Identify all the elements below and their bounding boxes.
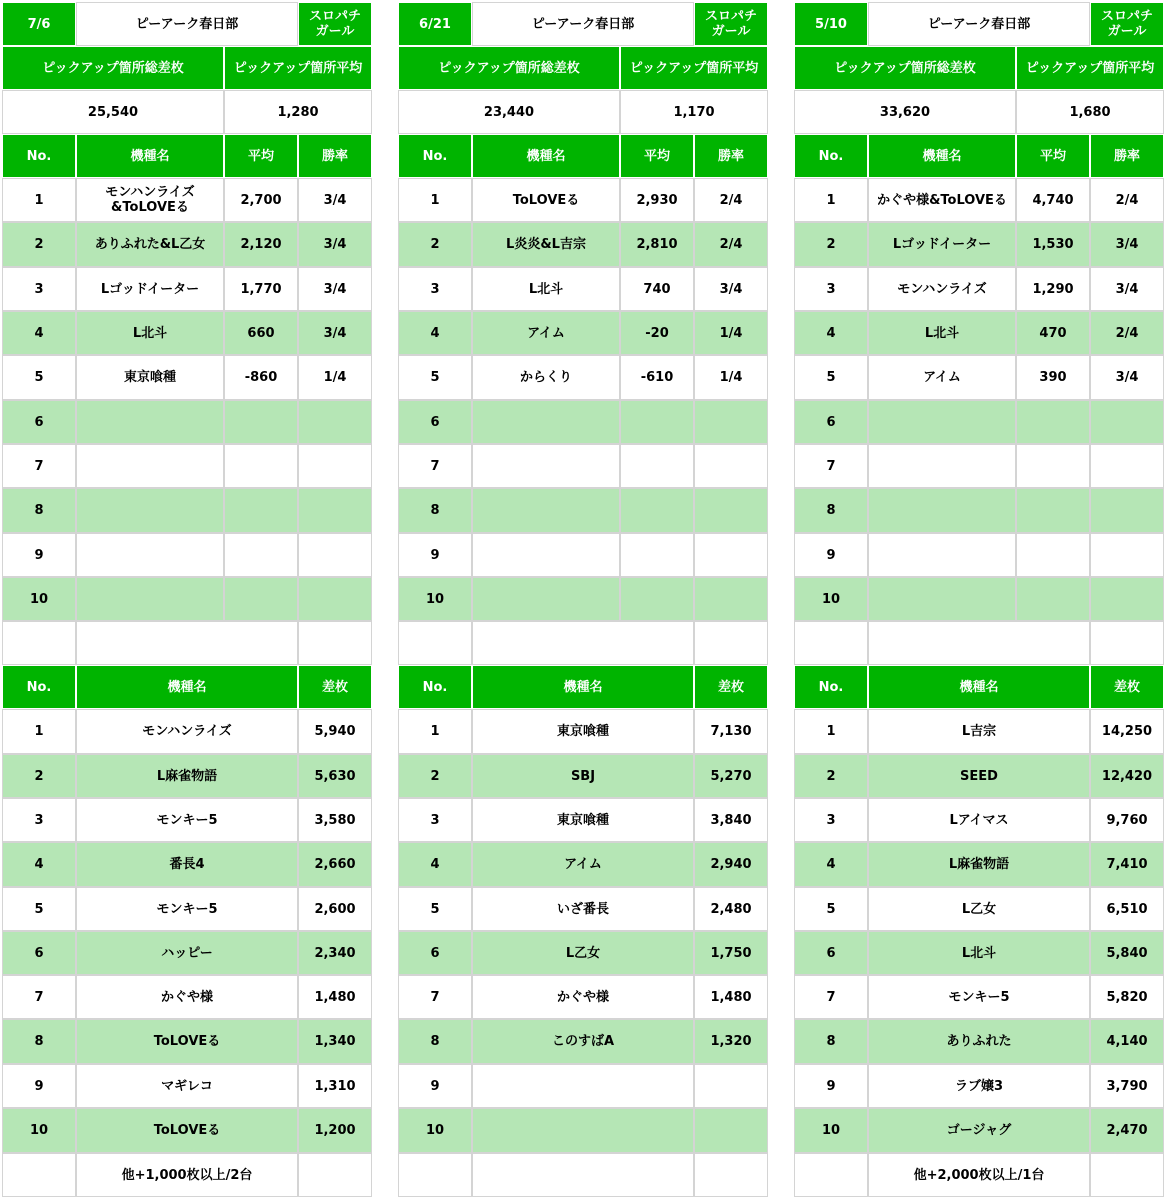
rank-row-no: 4 (398, 842, 472, 887)
rank-row-diff: 2,660 (298, 842, 372, 887)
rank-row-machine (472, 1108, 694, 1153)
pickup-row-cell: 1/4 (694, 311, 768, 355)
pickup-row-cell: 3 (398, 267, 472, 311)
pickup-row-cell (224, 400, 298, 444)
rank-row-machine: L麻雀物語 (868, 842, 1090, 887)
pickup-header-0: No. (2, 134, 76, 178)
pickup-row-cell (224, 577, 298, 621)
pickup-row-cell: 1/4 (694, 355, 768, 400)
rank-row-no: 5 (398, 887, 472, 931)
pickup-row-cell: 3 (2, 267, 76, 311)
pickup-row-cell: アイム (868, 355, 1016, 400)
pickup-row-cell: 4,740 (1016, 178, 1090, 222)
pickup-row-cell: かぐや様&ToLOVEる (868, 178, 1016, 222)
pickup-row-cell: 390 (1016, 355, 1090, 400)
pickup-row-cell (1090, 577, 1164, 621)
rank-row-machine: 東京喰種 (472, 709, 694, 754)
store-name: ピーアーク春日部 (868, 2, 1090, 46)
pickup-row-cell (694, 444, 768, 488)
footer-note (472, 1153, 694, 1197)
spacer-cell (398, 621, 472, 665)
pickup-row-cell: 740 (620, 267, 694, 311)
pickup-header-2: 平均 (1016, 134, 1090, 178)
pickup-header-3: 勝率 (298, 134, 372, 178)
pickup-row-cell: 5 (794, 355, 868, 400)
pickup-row-cell (224, 444, 298, 488)
rank-row-diff: 7,410 (1090, 842, 1164, 887)
summary-header-total: ピックアップ箇所総差枚 (398, 46, 620, 90)
rank-row-no: 7 (2, 975, 76, 1019)
summary-header-average: ピックアップ箇所平均 (620, 46, 768, 90)
rank-header-machine: 機種名 (76, 665, 298, 709)
rank-row-machine: ラブ嬢3 (868, 1064, 1090, 1108)
rank-row-diff: 2,600 (298, 887, 372, 931)
pickup-row-cell: 東京喰種 (76, 355, 224, 400)
pickup-header-2: 平均 (620, 134, 694, 178)
rank-row-diff: 2,340 (298, 931, 372, 975)
rank-row-diff: 3,580 (298, 798, 372, 842)
pickup-row-cell: モンハンライズ &ToLOVEる (76, 178, 224, 222)
rank-row-machine: モンキー5 (868, 975, 1090, 1019)
date-label: 6/21 (398, 2, 472, 46)
rank-row-machine: 番長4 (76, 842, 298, 887)
pickup-row-cell: 2/4 (1090, 311, 1164, 355)
pickup-row-cell (472, 444, 620, 488)
rank-row-machine: L麻雀物語 (76, 754, 298, 798)
pickup-row-cell (472, 577, 620, 621)
rank-row-machine: いざ番長 (472, 887, 694, 931)
pickup-row-cell (1090, 400, 1164, 444)
pickup-row-cell: 9 (398, 533, 472, 577)
rank-row-machine: L吉宗 (868, 709, 1090, 754)
summary-value-total: 25,540 (2, 90, 224, 134)
pickup-row-cell: ありふれた&L乙女 (76, 222, 224, 267)
rank-row-diff: 3,840 (694, 798, 768, 842)
pickup-header-3: 勝率 (694, 134, 768, 178)
pickup-row-cell: 6 (398, 400, 472, 444)
rank-row-diff: 1,310 (298, 1064, 372, 1108)
pickup-row-cell (620, 444, 694, 488)
pickup-row-cell: 4 (398, 311, 472, 355)
pickup-row-cell (1016, 577, 1090, 621)
rank-row-machine: ToLOVEる (76, 1019, 298, 1064)
rank-row-machine: SEED (868, 754, 1090, 798)
pickup-row-cell: 7 (794, 444, 868, 488)
pickup-row-cell (472, 533, 620, 577)
rank-row-diff: 1,320 (694, 1019, 768, 1064)
pickup-row-cell (620, 400, 694, 444)
rank-row-machine: 東京喰種 (472, 798, 694, 842)
rank-row-no: 3 (398, 798, 472, 842)
rank-row-machine: かぐや様 (76, 975, 298, 1019)
pickup-row-cell (1016, 400, 1090, 444)
pickup-row-cell: 4 (2, 311, 76, 355)
pickup-header-1: 機種名 (76, 134, 224, 178)
pickup-row-cell: 1,290 (1016, 267, 1090, 311)
rank-row-diff: 5,940 (298, 709, 372, 754)
rank-row-no: 6 (794, 931, 868, 975)
pickup-row-cell (868, 488, 1016, 533)
rank-header-no: No. (794, 665, 868, 709)
pickup-row-cell (76, 444, 224, 488)
pickup-row-cell: L北斗 (868, 311, 1016, 355)
rank-row-machine: アイム (472, 842, 694, 887)
rank-row-no: 1 (2, 709, 76, 754)
rank-row-no: 5 (2, 887, 76, 931)
rank-row-no: 9 (2, 1064, 76, 1108)
rank-row-no: 10 (398, 1108, 472, 1153)
pickup-row-cell: 1/4 (298, 355, 372, 400)
pickup-row-cell (620, 533, 694, 577)
rank-row-no: 8 (398, 1019, 472, 1064)
pickup-row-cell: 1,770 (224, 267, 298, 311)
pickup-row-cell (1016, 533, 1090, 577)
rank-row-diff: 5,840 (1090, 931, 1164, 975)
rank-row-diff: 3,790 (1090, 1064, 1164, 1108)
pickup-row-cell (298, 400, 372, 444)
rank-row-no: 5 (794, 887, 868, 931)
rank-row-no: 6 (398, 931, 472, 975)
spacer-cell (472, 621, 694, 665)
rank-header-no: No. (398, 665, 472, 709)
pickup-row-cell: -860 (224, 355, 298, 400)
pickup-row-cell: 1,530 (1016, 222, 1090, 267)
summary-value-average: 1,170 (620, 90, 768, 134)
rank-row-no: 8 (2, 1019, 76, 1064)
rank-row-no: 2 (794, 754, 868, 798)
pickup-row-cell: 4 (794, 311, 868, 355)
pickup-row-cell (472, 488, 620, 533)
pickup-row-cell (868, 533, 1016, 577)
pickup-row-cell: 7 (398, 444, 472, 488)
summary-header-average: ピックアップ箇所平均 (224, 46, 372, 90)
pickup-row-cell (694, 533, 768, 577)
pickup-row-cell (1090, 488, 1164, 533)
rank-row-machine: L乙女 (472, 931, 694, 975)
pickup-row-cell (224, 488, 298, 533)
footer-spacer (398, 1153, 472, 1197)
pickup-row-cell: モンハンライズ (868, 267, 1016, 311)
pickup-row-cell (1016, 444, 1090, 488)
rank-row-machine: SBJ (472, 754, 694, 798)
pickup-row-cell (298, 444, 372, 488)
pickup-row-cell: 10 (794, 577, 868, 621)
pickup-row-cell: 3/4 (298, 178, 372, 222)
summary-header-average: ピックアップ箇所平均 (1016, 46, 1164, 90)
rank-row-no: 6 (2, 931, 76, 975)
rank-row-machine: ゴージャグ (868, 1108, 1090, 1153)
pickup-row-cell (1016, 488, 1090, 533)
pickup-row-cell: 2,700 (224, 178, 298, 222)
pickup-row-cell (694, 488, 768, 533)
pickup-row-cell: 9 (2, 533, 76, 577)
pickup-row-cell: L炎炎&L吉宗 (472, 222, 620, 267)
pickup-row-cell (76, 577, 224, 621)
pickup-row-cell (868, 577, 1016, 621)
pickup-row-cell (620, 488, 694, 533)
pickup-row-cell: からくり (472, 355, 620, 400)
rank-row-no: 4 (794, 842, 868, 887)
rank-row-no: 1 (794, 709, 868, 754)
summary-header-total: ピックアップ箇所総差枚 (794, 46, 1016, 90)
rank-header-no: No. (2, 665, 76, 709)
rank-row-no: 8 (794, 1019, 868, 1064)
rank-row-diff: 2,940 (694, 842, 768, 887)
rank-row-machine: マギレコ (76, 1064, 298, 1108)
spacer-cell (794, 621, 868, 665)
spacer-cell (298, 621, 372, 665)
pickup-header-1: 機種名 (472, 134, 620, 178)
rank-header-diff: 差枚 (1090, 665, 1164, 709)
pickup-header-0: No. (398, 134, 472, 178)
rank-row-diff: 5,820 (1090, 975, 1164, 1019)
summary-value-average: 1,680 (1016, 90, 1164, 134)
rank-header-machine: 機種名 (472, 665, 694, 709)
rank-row-no: 2 (398, 754, 472, 798)
store-name: ピーアーク春日部 (472, 2, 694, 46)
spacer-cell (76, 621, 298, 665)
pickup-row-cell: 9 (794, 533, 868, 577)
summary-header-total: ピックアップ箇所総差枚 (2, 46, 224, 90)
rank-row-diff: 5,270 (694, 754, 768, 798)
pickup-row-cell: 3/4 (694, 267, 768, 311)
pickup-row-cell: 10 (2, 577, 76, 621)
rank-row-machine: ありふれた (868, 1019, 1090, 1064)
pickup-row-cell: 2 (2, 222, 76, 267)
pickup-row-cell: 2 (794, 222, 868, 267)
pickup-row-cell: L北斗 (76, 311, 224, 355)
pickup-row-cell: L北斗 (472, 267, 620, 311)
pickup-row-cell: 3/4 (1090, 222, 1164, 267)
pickup-header-0: No. (794, 134, 868, 178)
pickup-header-3: 勝率 (1090, 134, 1164, 178)
pickup-row-cell: -610 (620, 355, 694, 400)
pickup-row-cell: 2,810 (620, 222, 694, 267)
footer-spacer (694, 1153, 768, 1197)
pickup-row-cell: 2/4 (1090, 178, 1164, 222)
pickup-row-cell: 3/4 (298, 267, 372, 311)
pickup-row-cell: 10 (398, 577, 472, 621)
pickup-row-cell (76, 400, 224, 444)
pickup-row-cell (76, 533, 224, 577)
pickup-row-cell (298, 488, 372, 533)
pickup-row-cell: 3/4 (1090, 267, 1164, 311)
pickup-row-cell (1090, 533, 1164, 577)
rank-row-diff: 5,630 (298, 754, 372, 798)
pickup-row-cell (868, 444, 1016, 488)
footer-spacer (1090, 1153, 1164, 1197)
rank-row-diff: 1,340 (298, 1019, 372, 1064)
footer-spacer (298, 1153, 372, 1197)
rank-header-machine: 機種名 (868, 665, 1090, 709)
pickup-row-cell (298, 577, 372, 621)
footer-spacer (794, 1153, 868, 1197)
rank-row-no: 7 (794, 975, 868, 1019)
summary-value-average: 1,280 (224, 90, 372, 134)
rank-row-no: 10 (2, 1108, 76, 1153)
rank-row-machine: ToLOVEる (76, 1108, 298, 1153)
rank-row-no: 10 (794, 1108, 868, 1153)
pickup-row-cell (76, 488, 224, 533)
pickup-row-cell: Lゴッドイーター (868, 222, 1016, 267)
pickup-row-cell (298, 533, 372, 577)
spacer-cell (868, 621, 1090, 665)
pickup-row-cell: 3/4 (1090, 355, 1164, 400)
rank-row-no: 7 (398, 975, 472, 1019)
rank-row-no: 3 (794, 798, 868, 842)
rank-row-machine: L北斗 (868, 931, 1090, 975)
rank-row-machine: モンキー5 (76, 887, 298, 931)
store-name: ピーアーク春日部 (76, 2, 298, 46)
pickup-row-cell: 470 (1016, 311, 1090, 355)
pickup-row-cell: 8 (794, 488, 868, 533)
rank-row-machine: ハッピー (76, 931, 298, 975)
rank-row-diff: 4,140 (1090, 1019, 1164, 1064)
rank-row-no: 9 (398, 1064, 472, 1108)
pickup-row-cell: 8 (398, 488, 472, 533)
rank-row-diff: 2,470 (1090, 1108, 1164, 1153)
pickup-row-cell: -20 (620, 311, 694, 355)
rank-row-no: 2 (2, 754, 76, 798)
source-label: スロパチ ガール (298, 2, 372, 46)
date-label: 5/10 (794, 2, 868, 46)
rank-row-diff (694, 1108, 768, 1153)
summary-value-total: 33,620 (794, 90, 1016, 134)
rank-row-machine: このすばA (472, 1019, 694, 1064)
rank-header-diff: 差枚 (298, 665, 372, 709)
spacer-cell (1090, 621, 1164, 665)
pickup-row-cell: 3/4 (298, 311, 372, 355)
rank-row-diff: 7,130 (694, 709, 768, 754)
rank-row-diff: 14,250 (1090, 709, 1164, 754)
rank-row-machine: モンハンライズ (76, 709, 298, 754)
pickup-row-cell (1090, 444, 1164, 488)
pickup-row-cell (620, 577, 694, 621)
pickup-row-cell: 2,930 (620, 178, 694, 222)
rank-row-diff: 1,750 (694, 931, 768, 975)
rank-row-diff: 12,420 (1090, 754, 1164, 798)
footer-note: 他+2,000枚以上/1台 (868, 1153, 1090, 1197)
pickup-header-1: 機種名 (868, 134, 1016, 178)
pickup-row-cell: 2/4 (694, 178, 768, 222)
rank-row-no: 3 (2, 798, 76, 842)
pickup-row-cell (868, 400, 1016, 444)
source-label: スロパチ ガール (694, 2, 768, 46)
rank-row-no: 4 (2, 842, 76, 887)
pickup-row-cell: 6 (794, 400, 868, 444)
pickup-row-cell (694, 400, 768, 444)
rank-row-diff (694, 1064, 768, 1108)
rank-row-machine: モンキー5 (76, 798, 298, 842)
rank-row-no: 9 (794, 1064, 868, 1108)
pickup-row-cell: 7 (2, 444, 76, 488)
rank-row-diff: 1,480 (694, 975, 768, 1019)
spacer-cell (694, 621, 768, 665)
pickup-row-cell (472, 400, 620, 444)
summary-value-total: 23,440 (398, 90, 620, 134)
rank-row-diff: 2,480 (694, 887, 768, 931)
pickup-row-cell: 1 (2, 178, 76, 222)
pickup-row-cell: 6 (2, 400, 76, 444)
rank-row-machine: かぐや様 (472, 975, 694, 1019)
date-label: 7/6 (2, 2, 76, 46)
pickup-row-cell: 1 (794, 178, 868, 222)
pickup-row-cell: 5 (398, 355, 472, 400)
pickup-row-cell: ToLOVEる (472, 178, 620, 222)
pickup-row-cell: アイム (472, 311, 620, 355)
rank-row-diff: 1,480 (298, 975, 372, 1019)
pickup-row-cell: 8 (2, 488, 76, 533)
rank-row-no: 1 (398, 709, 472, 754)
rank-row-machine (472, 1064, 694, 1108)
pickup-row-cell: 2 (398, 222, 472, 267)
pickup-row-cell: 3 (794, 267, 868, 311)
footer-note: 他+1,000枚以上/2台 (76, 1153, 298, 1197)
rank-header-diff: 差枚 (694, 665, 768, 709)
rank-row-diff: 6,510 (1090, 887, 1164, 931)
pickup-row-cell: 660 (224, 311, 298, 355)
pickup-row-cell: Lゴッドイーター (76, 267, 224, 311)
pickup-header-2: 平均 (224, 134, 298, 178)
pickup-row-cell (224, 533, 298, 577)
pickup-row-cell: 2,120 (224, 222, 298, 267)
source-label: スロパチ ガール (1090, 2, 1164, 46)
footer-spacer (2, 1153, 76, 1197)
pickup-row-cell: 3/4 (298, 222, 372, 267)
pickup-row-cell: 5 (2, 355, 76, 400)
spacer-cell (2, 621, 76, 665)
rank-row-machine: L乙女 (868, 887, 1090, 931)
rank-row-machine: Lアイマス (868, 798, 1090, 842)
rank-row-diff: 1,200 (298, 1108, 372, 1153)
rank-row-diff: 9,760 (1090, 798, 1164, 842)
pickup-row-cell (694, 577, 768, 621)
pickup-row-cell: 2/4 (694, 222, 768, 267)
pickup-row-cell: 1 (398, 178, 472, 222)
